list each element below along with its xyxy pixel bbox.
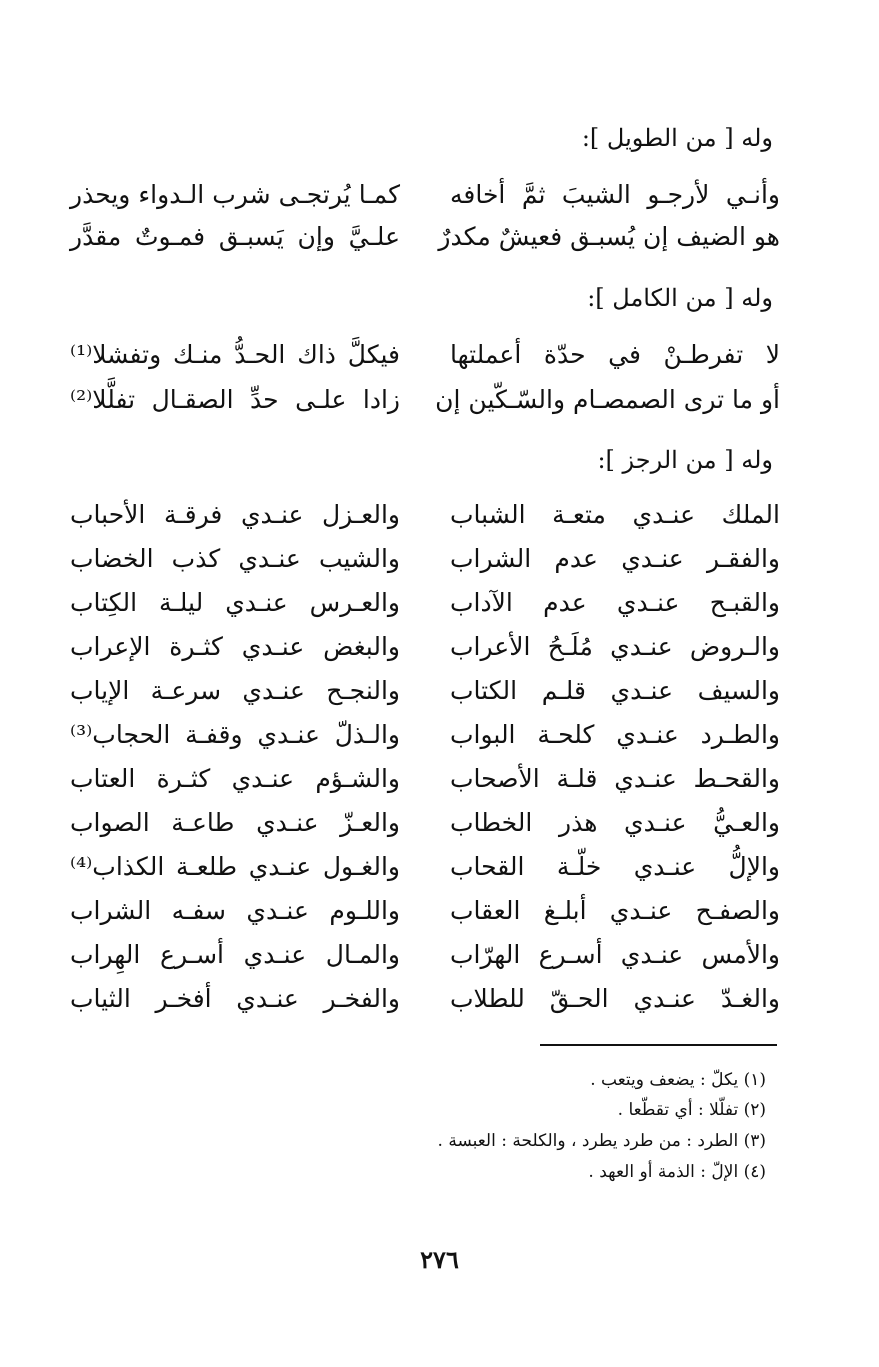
verse-line xyxy=(70,174,780,216)
verse-line xyxy=(70,978,780,1020)
verse-line xyxy=(70,334,780,376)
footnote: (٤) الإلّ : الذمة أو العهد . xyxy=(588,1162,766,1182)
verse-line xyxy=(70,216,780,258)
verse-line xyxy=(70,670,780,712)
first-hemistich: أو ما ترى الصمصـام والسّـكّين إن xyxy=(435,385,780,414)
second-hemistich: والفخـر عنـدي أفخـر الثياب xyxy=(70,984,400,1013)
verse-line xyxy=(70,934,780,976)
first-hemistich: والأمس عنـدي أسـرع الهرّاب xyxy=(450,940,780,969)
second-hemistich: والغـول عنـدي طلعـة الكذاب⁽⁴⁾ xyxy=(70,852,400,881)
first-hemistich: والفقـر عنـدي عدم الشراب xyxy=(450,544,780,573)
first-hemistich: وأنـي لأرجـو الشيبَ ثمَّ أخافه xyxy=(450,180,780,209)
second-hemistich: والعـزل عنـدي فرقـة الأحباب xyxy=(70,500,400,529)
section-heading: وله [ من الكامل ]: xyxy=(587,284,773,312)
second-hemistich: والعـزّ عنـدي طاعـة الصواب xyxy=(70,808,400,837)
second-hemistich: والشيب عنـدي كذب الخضاب xyxy=(70,544,400,573)
first-hemistich: والإلُّ عنـدي خلّـة القحاب xyxy=(450,852,780,881)
first-hemistich: والصفـح عنـدي أبلـغ العقاب xyxy=(450,896,780,925)
page-number: ٢٧٦ xyxy=(420,1245,459,1274)
first-hemistich: الملك عنـدي متعـة الشباب xyxy=(450,500,780,529)
first-hemistich: والقحـط عنـدي قلـة الأصحاب xyxy=(450,764,780,793)
second-hemistich: فيكلَّ ذاك الحـدُّ منـك وتفشلا⁽¹⁾ xyxy=(70,340,400,369)
verse-line xyxy=(70,626,780,668)
verse-line xyxy=(70,846,780,888)
first-hemistich: لا تفرطـنْ في حدّة أعملتها xyxy=(450,340,780,369)
first-hemistich: والغـدّ عنـدي الحـقّ للطلاب xyxy=(450,984,780,1013)
first-hemistich: هو الضيف إن يُسبـق فعيشٌ مكدرٌ xyxy=(438,222,780,251)
footnote: (٣) الطرد : من طرد يطرد ، والكلحة : العبسة . xyxy=(437,1131,766,1151)
second-hemistich: والعـرس عنـدي ليلـة الكِتاب xyxy=(70,588,400,617)
second-hemistich: علـيَّ وإن يَسبـق فمـوتٌ مقدَّر xyxy=(70,222,400,251)
first-hemistich: والقبـح عنـدي عدم الآداب xyxy=(450,588,780,617)
verse-line xyxy=(70,714,780,756)
section-heading: وله [ من الرجز ]: xyxy=(597,446,773,474)
footnote-divider xyxy=(540,1044,777,1046)
footnote: (٢) تفلّلا : أي تقطّعا . xyxy=(617,1100,766,1120)
verse-line xyxy=(70,494,780,536)
second-hemistich: والنجـح عنـدي سرعـة الإياب xyxy=(70,676,400,705)
second-hemistich: زادا علـى حدِّ الصقـال تفلَّلا⁽²⁾ xyxy=(70,385,400,414)
footnote: (١) يكلّ : يضعف ويتعب . xyxy=(590,1070,766,1090)
verse-line xyxy=(70,890,780,932)
first-hemistich: والطـرد عنـدي كلحـة البواب xyxy=(450,720,780,749)
verse-line xyxy=(70,379,780,421)
verse-line xyxy=(70,582,780,624)
section-heading: وله [ من الطويل ]: xyxy=(581,124,773,152)
first-hemistich: والـروض عنـدي مُلَـحُ الأعراب xyxy=(450,632,780,661)
first-hemistich: والعـيُّ عنـدي هذر الخطاب xyxy=(450,808,780,837)
second-hemistich: واللـوم عنـدي سفـه الشراب xyxy=(70,896,400,925)
second-hemistich: كمـا يُرتجـى شرب الـدواء ويحذر xyxy=(70,180,400,209)
first-hemistich: والسيف عنـدي قلـم الكتاب xyxy=(450,676,780,705)
verse-line xyxy=(70,802,780,844)
second-hemistich: والشـؤم عنـدي كثـرة العتاب xyxy=(70,764,400,793)
second-hemistich: والمـال عنـدي أسـرع الهِراب xyxy=(70,940,400,969)
second-hemistich: والبغض عنـدي كثـرة الإعراب xyxy=(70,632,400,661)
verse-line xyxy=(70,758,780,800)
verse-line xyxy=(70,538,780,580)
second-hemistich: والـذلّ عنـدي وقفـة الحجاب⁽³⁾ xyxy=(70,720,400,749)
